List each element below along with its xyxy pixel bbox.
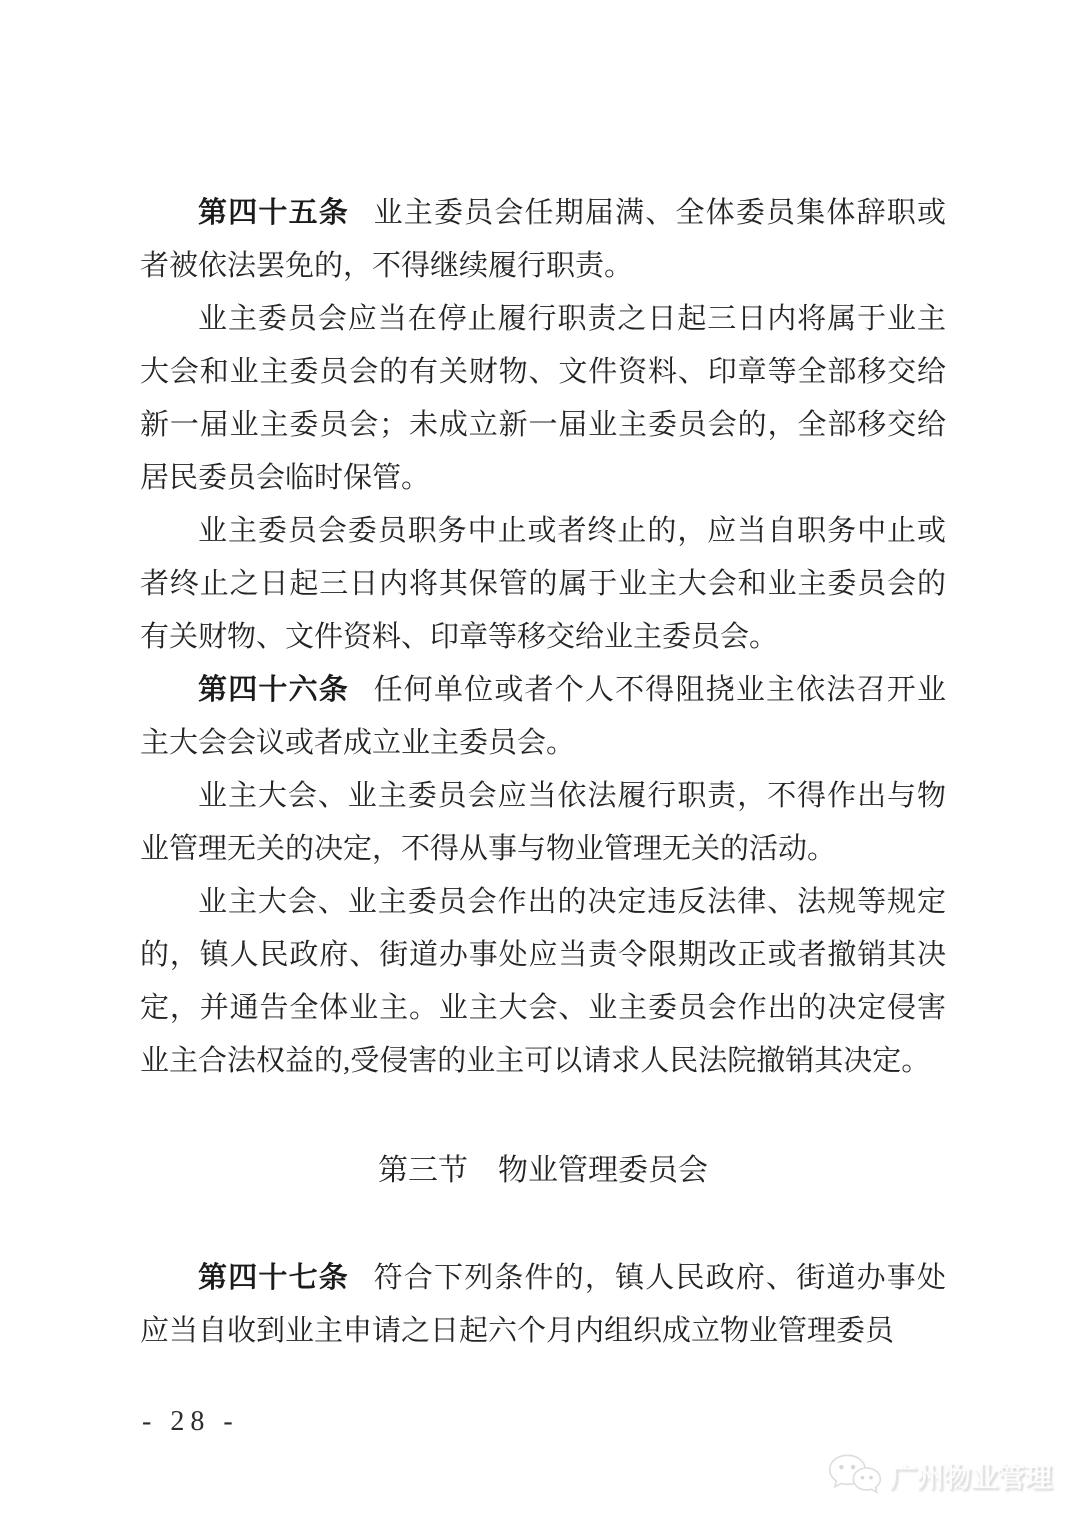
paragraph-text: 业主委员会任期届满、全体委员集体辞职或者被依法罢免的，不得继续履行职责。 <box>140 197 946 282</box>
article-number-label: 第四十六条 <box>198 674 349 706</box>
paragraph-text: 任何单位或者个人不得阻挠业主依法召开业主大会会议或者成立业主委员会。 <box>140 674 946 759</box>
watermark <box>825 1451 1052 1499</box>
watermark-label: 广州物业管理 <box>890 1462 1052 1493</box>
document-paragraph <box>140 770 946 876</box>
paragraph-text: 业主委员会应当在停止履行职责之日起三日内将属于业主大会和业主委员会的有关财物、文件资料、印章等全部移交给新一届业主委员会；未成立新一届业主委员会的，全部移交给居民委员会临时保管。 <box>140 303 946 494</box>
document-body <box>140 187 946 1358</box>
paragraph-text: 业主委员会委员职务中止或者终止的，应当自职务中止或者终止之日起三日内将其保管的属于业主大会和业主委员会的有关财物、文件资料、印章等移交给业主委员会。 <box>140 515 946 653</box>
paragraph-text: 业主大会、业主委员会应当依法履行职责，不得作出与物业管理无关的决定，不得从事与物业管理无关的活动。 <box>140 780 946 865</box>
document-paragraph <box>140 876 946 1088</box>
article-46-paragraph <box>140 664 946 770</box>
article-47-paragraph <box>140 1252 946 1358</box>
paragraph-text: 业主大会、业主委员会作出的决定违反法律、法规等规定的，镇人民政府、街道办事处应当责令限期改正或者撤销其决定，并通告全体业主。业主大会、业主委员会作出的决定侵害业主合法权益的,受侵害的业主可以请求人民法院撤销其决定。 <box>140 886 946 1077</box>
section-heading: 第三节 物业管理委员会 <box>378 1154 708 1187</box>
wechat-logo-icon <box>825 1451 883 1499</box>
document-paragraph <box>140 505 946 664</box>
paragraph-text: 符合下列条件的，镇人民政府、街道办事处应当自收到业主申请之日起六个月内组织成立物业管理委员 <box>140 1262 946 1347</box>
document-paragraph <box>140 293 946 505</box>
article-number-label: 第四十七条 <box>198 1262 349 1294</box>
article-number-label: 第四十五条 <box>198 197 349 229</box>
article-45-paragraph <box>140 187 946 293</box>
page-number: - 28 - <box>142 1406 239 1437</box>
